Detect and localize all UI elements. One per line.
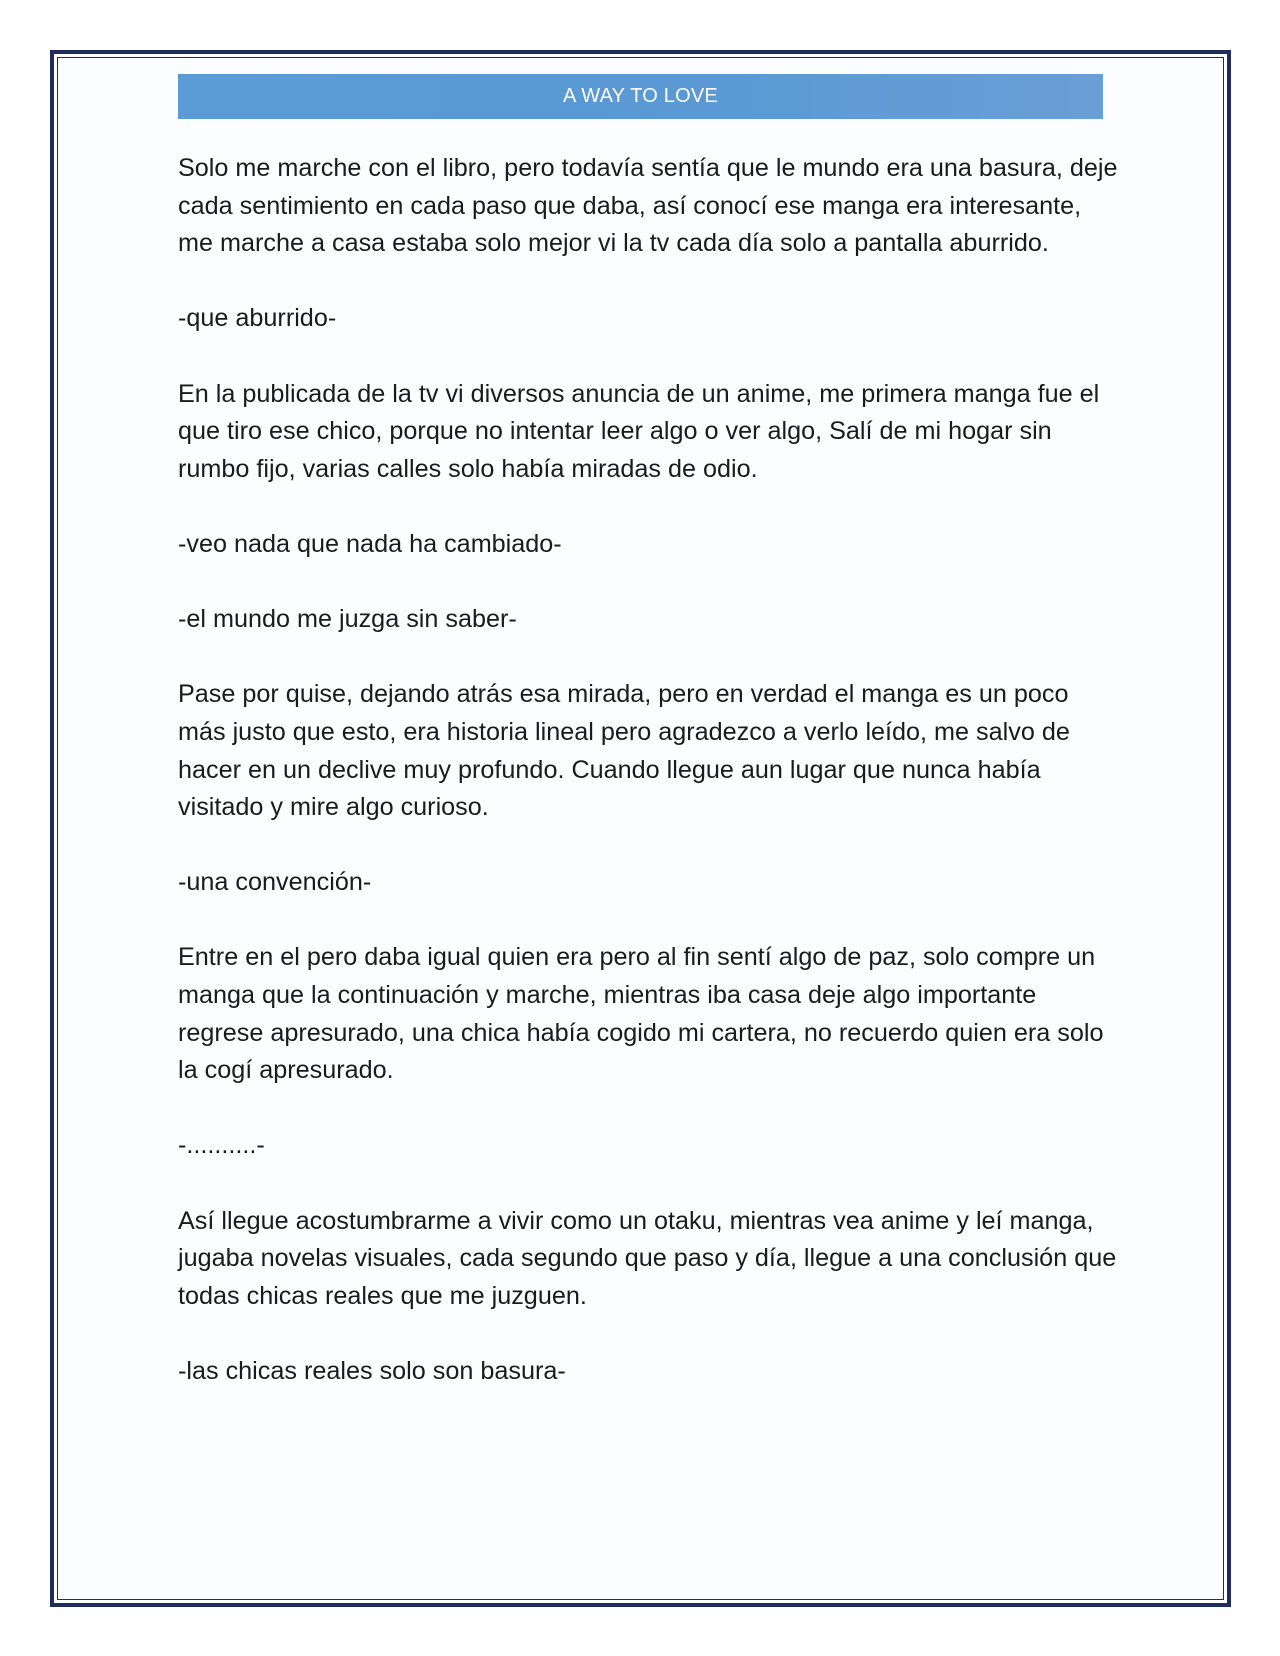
dialogue-line: -el mundo me juzga sin saber- [178, 605, 517, 634]
document-title: A WAY TO LOVE [563, 85, 718, 107]
paragraph: Pase por quise, dejando atrás esa mirada, pero en verdad el manga es un poco más justo que esto, era historia lineal pero agradezco a verlo leído, me salvo de hacer en un declive muy profundo. Cuando llegue aun lugar que nunca había visitado y mire algo curioso. [178, 680, 1070, 822]
header-banner [178, 74, 1103, 119]
body-text [178, 150, 1118, 1428]
paragraph: En la publicada de la tv vi diversos anuncia de un anime, me primera manga fue el que tiro ese chico, porque no intentar leer algo o ver algo, Salí de mi hogar sin rumbo fijo, varias calles solo había miradas de odio. [178, 379, 1100, 483]
dialogue-line: -veo nada que nada ha cambiado- [178, 529, 562, 558]
dialogue-line: -una convención- [178, 868, 372, 897]
dialogue-line: -que aburrido- [178, 304, 337, 333]
paragraph: Solo me marche con el libro, pero todavía sentía que le mundo era una basura, deje cada sentimiento en cada paso que daba, así conocí ese manga era interesante, me marche a casa estaba solo mejor vi la tv cada día solo a pantalla aburrido. [178, 154, 1118, 258]
dialogue-line: -..........- [178, 1131, 265, 1160]
paragraph: Así llegue acostumbrarme a vivir como un otaku, mientras vea anime y leí manga, jugaba novelas visuales, cada segundo que paso y día, llegue a una conclusión que todas chicas reales que me juzguen. [178, 1206, 1117, 1310]
dialogue-line: -las chicas reales solo son basura- [178, 1357, 566, 1385]
paragraph: Entre en el pero daba igual quien era pero al fin sentí algo de paz, solo compre un manga que la continuación y marche, mientras iba casa deje algo importante regrese apresurado, una chica había cogido mi cartera, no recuerdo quien era solo la cogí apresurado. [178, 943, 1104, 1085]
